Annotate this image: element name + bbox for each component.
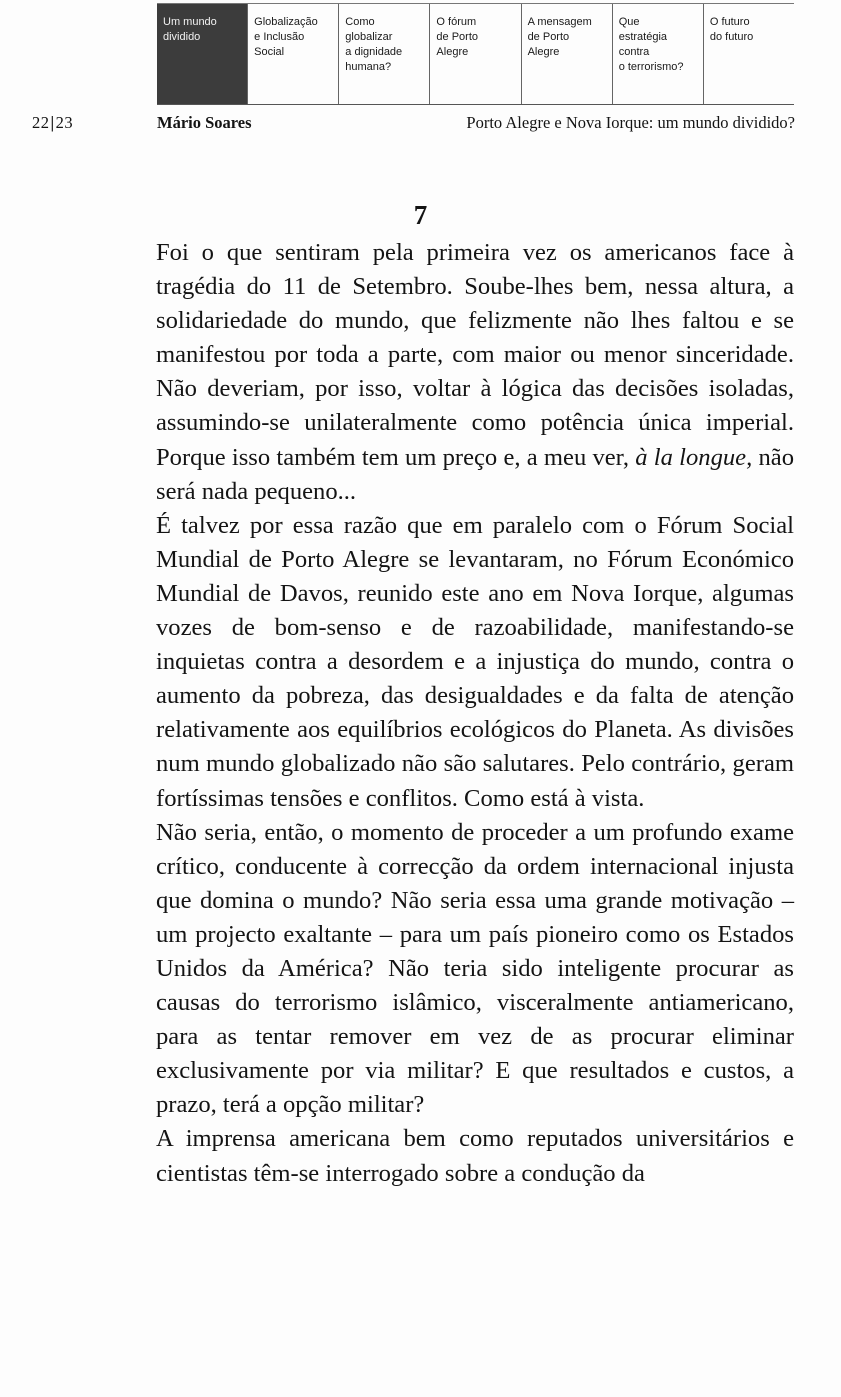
section-number: 7: [413, 200, 428, 230]
paragraph-3: Não seria, então, o momento de proceder a um profundo exame crítico, conducente à correcção da ordem internacional injusta que domina o mundo? Não seria essa uma grande motivação – um projecto exaltante – para um país pioneiro como os Estados Unidos da América? Não teria sido inteligente procurar as causas do terrorismo islâmico, visceralmente antiamericano, para as tentar remover em vez de as procurar eliminar exclusivamente por via militar? E que resultados e custos, a prazo, terá a opção militar?: [156, 818, 794, 1119]
paragraph-1-text: Foi o que sentiram pela primeira vez os americanos face à tragédia do 11 de Setembro. Soube-lhes bem, nessa altura, a solidariedade do mundo, que felizmente não lhes faltou e se manifestou por toda a parte, com maior ou menor sinceridade. Não deveriam, por isso, voltar à lógica das decisões isoladas, assumindo-se unilateralmente como potência única imperial. Porque isso também tem um preço e, a meu ver, à la longue, não será nada pequeno...: [156, 239, 795, 505]
emphasis-foreign-phrase: à la longue,: [635, 443, 753, 471]
page-number-left: 22: [32, 113, 50, 132]
nav-tab-label: Globalização e Inclusão Social: [254, 16, 318, 58]
nav-tab-label: A mensagem de Porto Alegre: [527, 16, 592, 58]
page-numbers: [32, 113, 73, 133]
chapter-navigation: [157, 3, 794, 105]
nav-tab-globalizacao-e-inclusao-social[interactable]: [248, 4, 339, 104]
nav-tab-label: Como globalizar a dignidade humana?: [345, 16, 403, 73]
nav-tab-label: O fórum de Porto Alegre: [436, 16, 479, 58]
nav-tab-a-mensagem-de-porto-alegre[interactable]: [522, 4, 613, 104]
nav-tab-label: O futuro do futuro: [709, 16, 754, 43]
body-text: [156, 236, 794, 1191]
page-number-separator: |: [50, 113, 55, 132]
nav-tab-o-futuro-do-futuro[interactable]: [704, 4, 794, 104]
running-head: [0, 113, 841, 135]
author-name: Mário Soares: [157, 113, 252, 132]
nav-tab-como-globalizar-a-dignidade-humana[interactable]: [339, 4, 430, 104]
nav-tab-que-estrategia-contra-o-terrorismo[interactable]: [613, 4, 704, 104]
nav-tab-o-forum-de-porto-alegre[interactable]: [430, 4, 521, 104]
nav-tab-label: Que estratégia contra o terrorismo?: [618, 16, 684, 73]
paragraph-2: É talvez por essa razão que em paralelo com o Fórum Social Mundial de Porto Alegre se levantaram, no Fórum Económico Mundial de Davos, reunido este ano em Nova Iorque, algumas vozes de bom-senso e de razoabilidade, manifestando-se inquietas contra a desordem e a injustiça do mundo, contra o aumento da pobreza, das desigualdades e da falta de atenção relativamente aos equilíbrios ecológicos do Planeta. As divisões num mundo globalizado não são salutares. Pelo contrário, geram fortíssimas tensões e conflitos. Como está à vista.: [156, 511, 794, 812]
book-title: Porto Alegre e Nova Iorque: um mundo dividido?: [466, 113, 795, 132]
paragraph-1: [156, 236, 794, 509]
nav-tab-label: Um mundo dividido: [163, 16, 217, 43]
paragraph-4: A imprensa americana bem como reputados universitários e cientistas têm-se interrogado sobre a condução da: [156, 1125, 794, 1187]
nav-tab-um-mundo-dividido[interactable]: [157, 4, 248, 104]
page-number-right: 23: [55, 113, 74, 132]
